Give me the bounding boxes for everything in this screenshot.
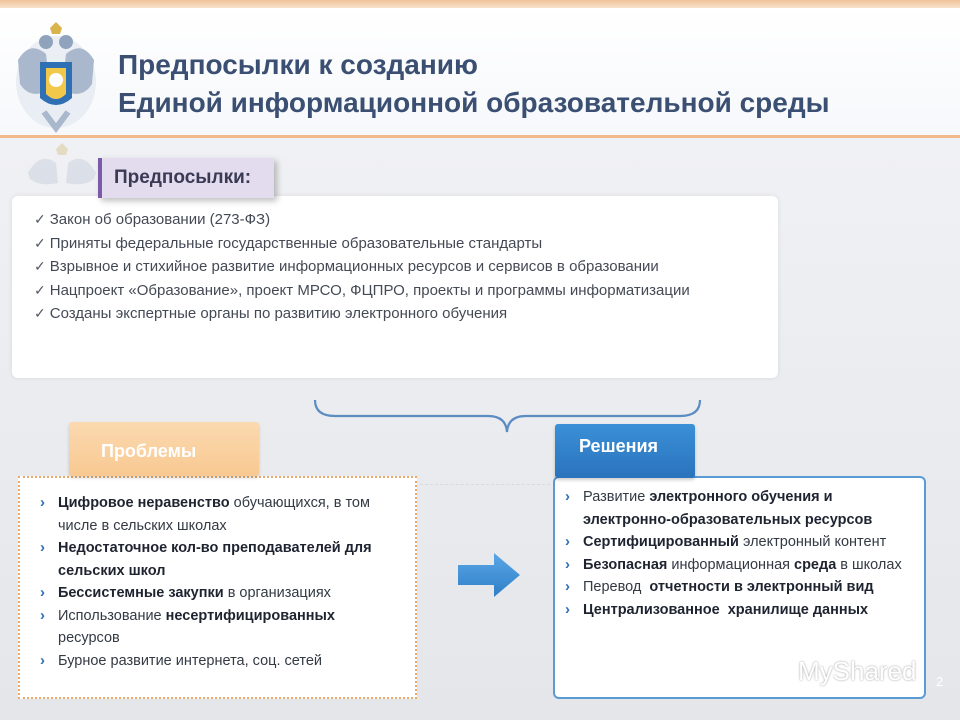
list-item: › Перевод отчетности в электронный вид <box>565 576 923 599</box>
chevron-right-icon: › <box>565 600 570 618</box>
faint-emblem-icon <box>22 143 102 191</box>
premises-label: Предпосылки: <box>98 158 274 198</box>
list-item: › Недостаточное кол-во преподавателей для сельских школ <box>40 539 372 579</box>
chevron-right-icon: › <box>40 651 45 669</box>
watermark: MyShared <box>798 656 917 686</box>
list-item: ✓ Приняты федеральные государственные образовательные стандарты <box>34 234 543 252</box>
chevron-right-icon: › <box>565 533 570 550</box>
list-item: ✓ Нацпроект «Образование», проект МРСО, ФЦПРО, проекты и программы информатизации <box>34 281 690 299</box>
check-icon: ✓ <box>34 211 46 227</box>
list-item: › Безопасная информационная среда в школах <box>565 554 923 577</box>
check-icon: ✓ <box>34 258 46 274</box>
divider <box>420 484 550 485</box>
chevron-right-icon: › <box>40 584 45 601</box>
top-stripe <box>0 0 960 8</box>
list-item: › Использование несертифицированных ресурсов <box>40 606 335 646</box>
right-arrow-icon <box>458 553 520 597</box>
problems-label: Проблемы <box>69 422 259 476</box>
list-item: ✓ Созданы экспертные органы по развитию электронного обучения <box>34 305 508 322</box>
problems-panel <box>18 476 417 699</box>
presentation-icon <box>768 660 794 686</box>
check-icon: ✓ <box>34 281 46 298</box>
title-line-2: Единой информационной образовательной среды <box>118 87 830 118</box>
check-icon: ✓ <box>34 234 46 251</box>
page-title <box>118 46 830 122</box>
list-item: › Сертифицированный электронный контент <box>565 531 923 554</box>
problems-list <box>40 492 398 672</box>
title-line-1: Предпосылки к созданию <box>118 49 478 80</box>
chevron-right-icon: › <box>565 488 570 505</box>
premises-panel <box>12 196 778 378</box>
check-icon: ✓ <box>34 305 46 321</box>
chevron-right-icon: › <box>40 606 45 624</box>
list-item: › Цифровое неравенство обучающихся, в том числе в сельских школах <box>40 494 370 534</box>
chevron-right-icon: › <box>565 555 570 573</box>
list-item: › Развитие электронного обучения и электронно-образовательных ресурсов <box>565 488 873 528</box>
list-item: ✓ Закон об образовании (273-ФЗ) <box>34 211 271 228</box>
list-item: ✓ Взрывное и стихийное развитие информационных ресурсов и сервисов в образовании <box>34 258 659 275</box>
solutions-list <box>565 486 923 621</box>
list-item: › Централизованное хранилище данных <box>565 599 923 622</box>
chevron-right-icon: › <box>40 494 45 511</box>
list-item: › Бессистемные закупки в организациях <box>40 582 398 605</box>
solutions-label: Решения <box>555 424 695 478</box>
chevron-right-icon: › <box>40 539 45 556</box>
slide-header <box>0 8 960 138</box>
chevron-right-icon: › <box>565 578 570 595</box>
eagle-emblem-icon <box>10 20 102 138</box>
slide-number: 2 <box>936 674 944 689</box>
premises-list <box>34 208 690 326</box>
list-item: › Бурное развитие интернета, соц. сетей <box>40 650 398 673</box>
